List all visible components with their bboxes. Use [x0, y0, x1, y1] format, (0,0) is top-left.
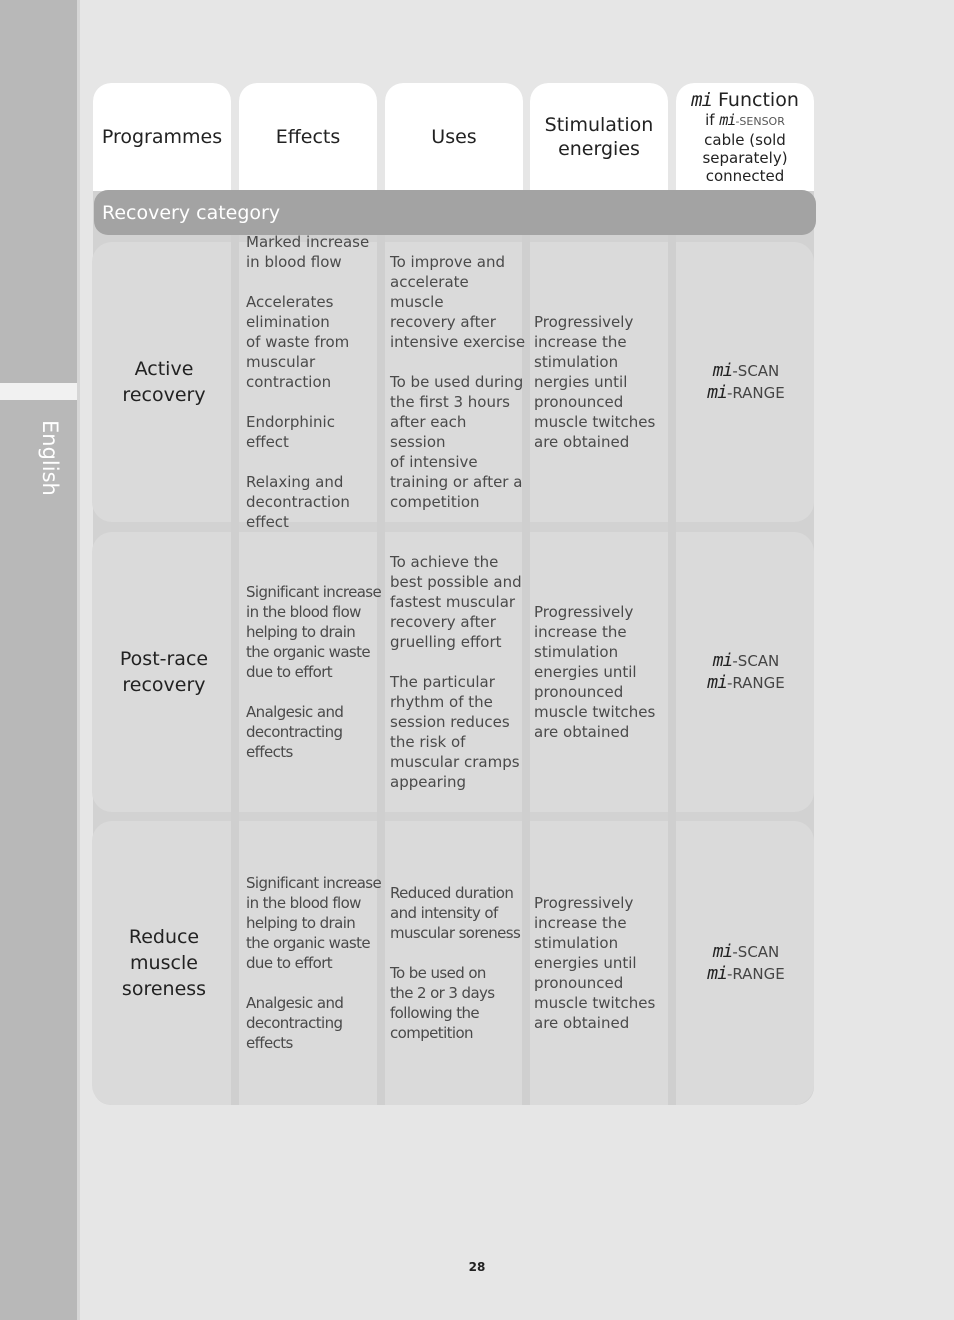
language-label: English	[38, 420, 62, 496]
mi-range-label: mi-RANGE	[707, 963, 785, 984]
mi-function-title: mi Function	[691, 89, 799, 111]
uses-cell: To achieve the best possible and fastest muscular recovery after gruelling effort The particular rhythm of the session reduces the risk of muscular cramps appearing	[390, 553, 522, 791]
header-stimulation: Stimulation energies	[530, 83, 668, 191]
page-number: 28	[468, 1260, 486, 1274]
mi-cable-note: cable (sold separately) connected	[702, 131, 788, 185]
header-uses: Uses	[385, 83, 523, 191]
programme-cell: Reduce muscle soreness	[121, 926, 207, 1000]
mi-range-label: mi-RANGE	[707, 672, 785, 693]
language-marker	[0, 383, 77, 400]
mi-scan-label: mi-SCAN	[712, 650, 780, 671]
sidebar	[0, 0, 77, 1320]
mi-function-cell	[678, 532, 814, 812]
mi-scan-label: mi-SCAN	[712, 360, 780, 381]
effects-cell: Significant increase in the blood flow helping to drain the organic waste due to effort Analgesic and decontracting effects	[246, 583, 382, 761]
mi-sensor-line: if mi-SENSOR	[705, 111, 785, 129]
stimulation-cell: Progressively increase the stimulation energies until pronounced muscle twitches are obtained	[534, 603, 656, 741]
effects-cell: Marked increase in blood flow Accelerates elimination of waste from muscular contraction Endorphinic effect Relaxing and decontraction effect	[246, 233, 370, 531]
effects-cell: Significant increase in the blood flow helping to drain the organic waste due to effort Analgesic and decontracting effects	[246, 874, 382, 1052]
sidebar-edge	[77, 0, 80, 1320]
uses-cell: Reduced duration and intensity of muscular soreness To be used on the 2 or 3 days following the competition	[390, 884, 521, 1042]
header-programmes: Programmes	[93, 83, 231, 191]
stimulation-cell: Progressively increase the stimulation energies until pronounced muscle twitches are obtained	[534, 894, 656, 1032]
mi-function-cell	[678, 821, 814, 1105]
programme-cell: Active recovery	[122, 358, 206, 406]
programme-cell: Post-race recovery	[119, 648, 209, 696]
mi-range-label: mi-RANGE	[707, 382, 785, 403]
mi-scan-label: mi-SCAN	[712, 941, 780, 962]
uses-cell: To improve and accelerate muscle recovery after intensive exercise To be used during the first 3 hours after each session of intensive training or after a competition	[390, 253, 526, 511]
header-mi-function	[676, 83, 814, 191]
mi-function-cell	[678, 242, 814, 522]
header-effects: Effects	[239, 83, 377, 191]
category-bar: Recovery category	[94, 190, 816, 235]
stimulation-cell: Progressively increase the stimulation nergies until pronounced muscle twitches are obtained	[534, 313, 656, 451]
